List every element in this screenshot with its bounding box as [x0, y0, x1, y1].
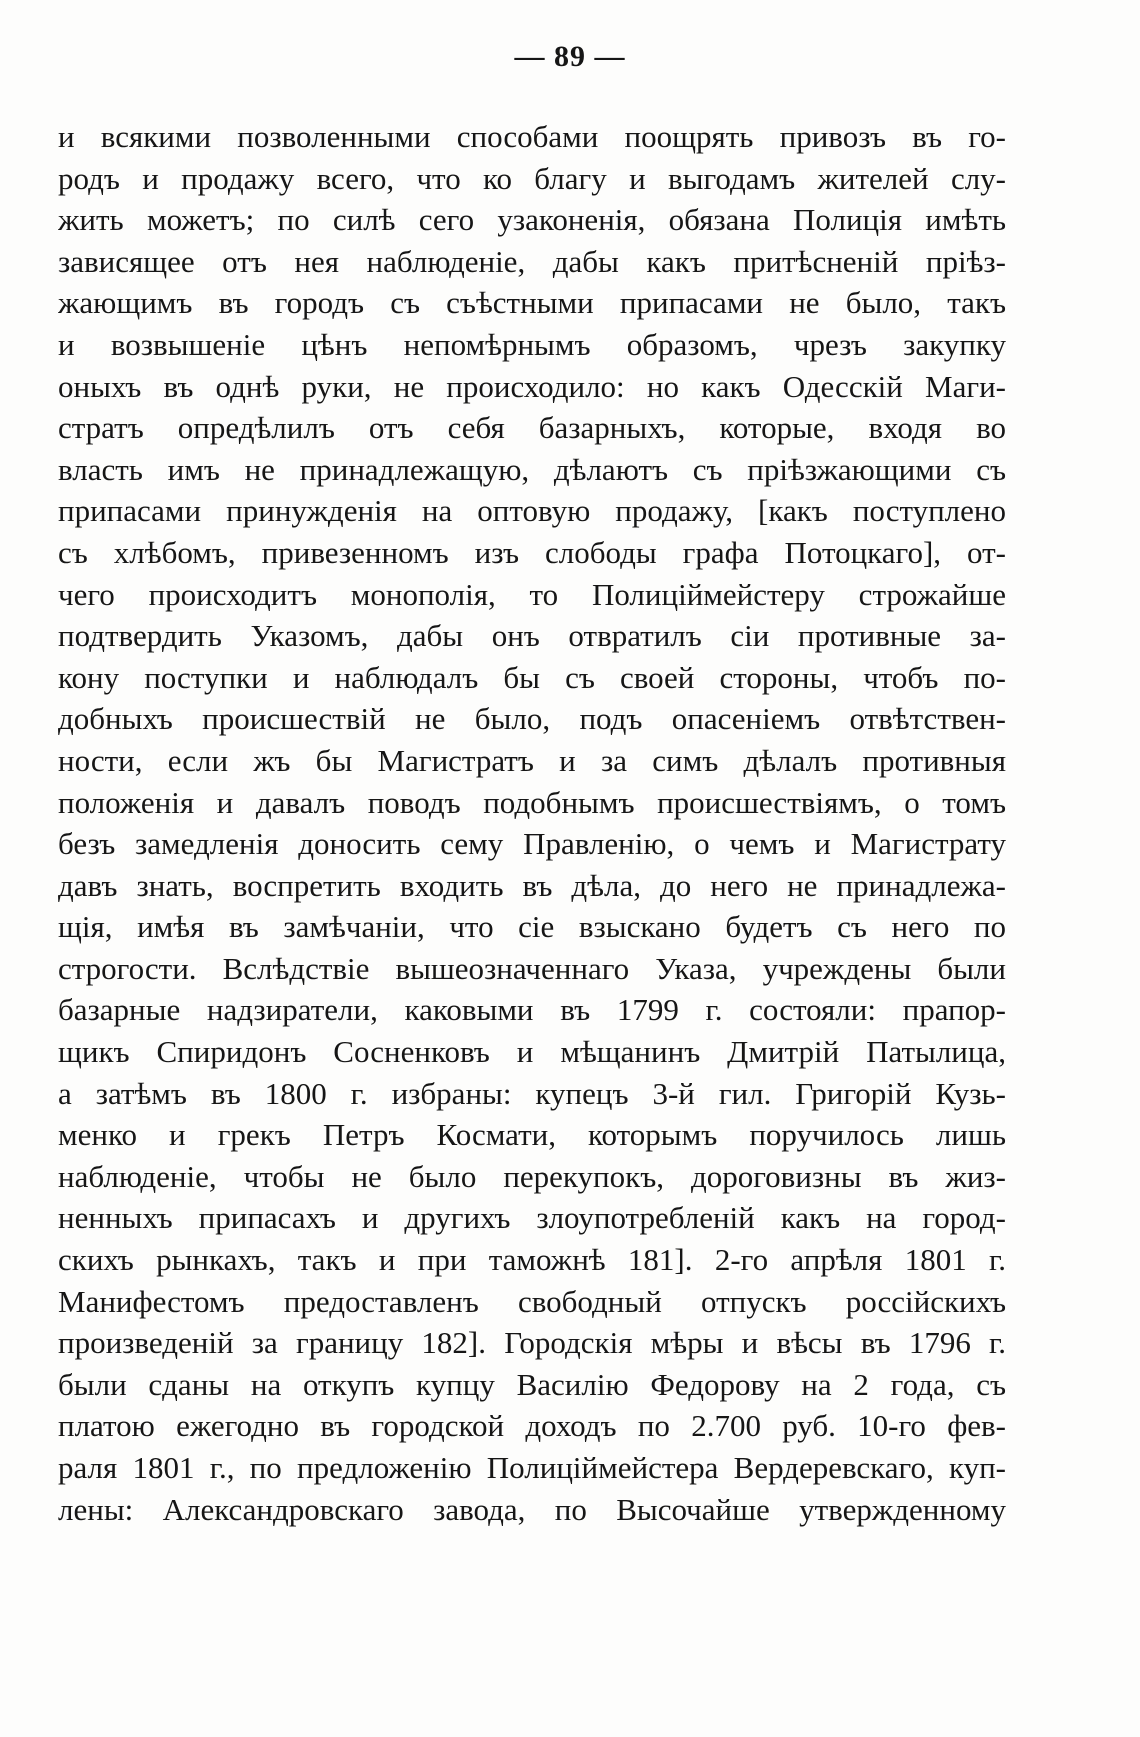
- text-line: и возвышеніе цѣнъ непомѣрнымъ образомъ, чрезъ закупку: [58, 326, 1006, 362]
- text-line: платою ежегодно въ городской доходъ по 2.700 руб. 10-го фев-: [58, 1408, 1006, 1444]
- text-line: припасами принужденія на оптовую продажу, [какъ поступлено: [58, 493, 1006, 529]
- text-line: кону поступки и наблюдалъ бы съ своей стороны, чтобъ по-: [58, 659, 1006, 695]
- text-line: а затѣмъ въ 1800 г. избраны: купецъ 3-й гил. Григорій Кузь-: [58, 1075, 1006, 1111]
- body-text: [58, 116, 1006, 1530]
- text-line: съ хлѣбомъ, привезенномъ изъ слободы графа Потоцкаго], от-: [58, 534, 1006, 570]
- text-line: оныхъ въ однѣ руки, не происходило: но какъ Одесскій Маги-: [58, 368, 1006, 404]
- text-line: Манифестомъ предоставленъ свободный отпускъ россійскихъ: [58, 1283, 1006, 1319]
- text-line: чего происходитъ монополія, то Полиціймейстеру строжайше: [58, 576, 1006, 612]
- text-line: менко и грекъ Петръ Космати, которымъ поручилось лишь: [58, 1117, 1006, 1153]
- text-line: были сданы на откупъ купцу Василію Федорову на 2 года, съ: [58, 1366, 1006, 1402]
- text-line: строгости. Вслѣдствіе вышеозначеннаго Указа, учреждены были: [58, 950, 1006, 986]
- text-line: добныхъ происшествій не было, подъ опасеніемъ отвѣтствен-: [58, 701, 1006, 737]
- text-line: ненныхъ припасахъ и другихъ злоупотребленій какъ на город-: [58, 1200, 1006, 1236]
- text-line: жающимъ въ городъ съ съѣстными припасами не было, такъ: [58, 285, 1006, 321]
- text-line: произведеній за границу 182]. Городскія мѣры и вѣсы въ 1796 г.: [58, 1325, 1006, 1361]
- text-line: лены: Александровскаго завода, по Высочайше утвержденному: [58, 1491, 1006, 1527]
- text-line: стратъ опредѣлилъ отъ себя базарныхъ, которые, входя во: [58, 410, 1006, 446]
- text-line: положенія и давалъ поводъ подобнымъ происшествіямъ, о томъ: [58, 784, 1006, 820]
- text-line: родъ и продажу всего, что ко благу и выгодамъ жителей слу-: [58, 160, 1006, 196]
- page-number: — 89 —: [514, 40, 626, 73]
- text-line: раля 1801 г., по предложенію Полиціймейстера Вердеревскаго, куп-: [58, 1450, 1006, 1485]
- text-line: жить можетъ; по силѣ сего узаконенія, обязана Полиція имѣть: [58, 202, 1006, 238]
- text-line: скихъ рынкахъ, такъ и при таможнѣ 181]. 2-го апрѣля 1801 г.: [58, 1242, 1006, 1278]
- text-line: наблюденіе, чтобы не было перекупокъ, дороговизны въ жиз-: [58, 1158, 1006, 1194]
- text-line: ности, если жъ бы Магистратъ и за симъ дѣлалъ противныя: [58, 742, 1006, 778]
- text-line: щія, имѣя въ замѣчаніи, что сіе взыскано будетъ съ него по: [58, 909, 1006, 945]
- text-line: власть имъ не принадлежащую, дѣлаютъ съ пріѣзжающими съ: [58, 451, 1006, 487]
- text-line: безъ замедленія доносить сему Правленію, о чемъ и Магистрату: [58, 826, 1006, 862]
- text-line: базарные надзиратели, каковыми въ 1799 г. состояли: прапор-: [58, 992, 1006, 1028]
- text-line: и всякими позволенными способами поощрять привозъ въ го-: [58, 119, 1006, 154]
- text-line: щикъ Спиридонъ Сосненковъ и мѣщанинъ Дмитрій Патылица,: [58, 1034, 1006, 1070]
- text-line: давъ знать, воспретить входить въ дѣла, до него не принадлежа-: [58, 867, 1006, 903]
- text-line: подтвердить Указомъ, дабы онъ отвратилъ сіи противные за-: [58, 618, 1006, 654]
- text-line: зависящее отъ нея наблюденіе, дабы какъ притѣсненій пріѣз-: [58, 243, 1006, 279]
